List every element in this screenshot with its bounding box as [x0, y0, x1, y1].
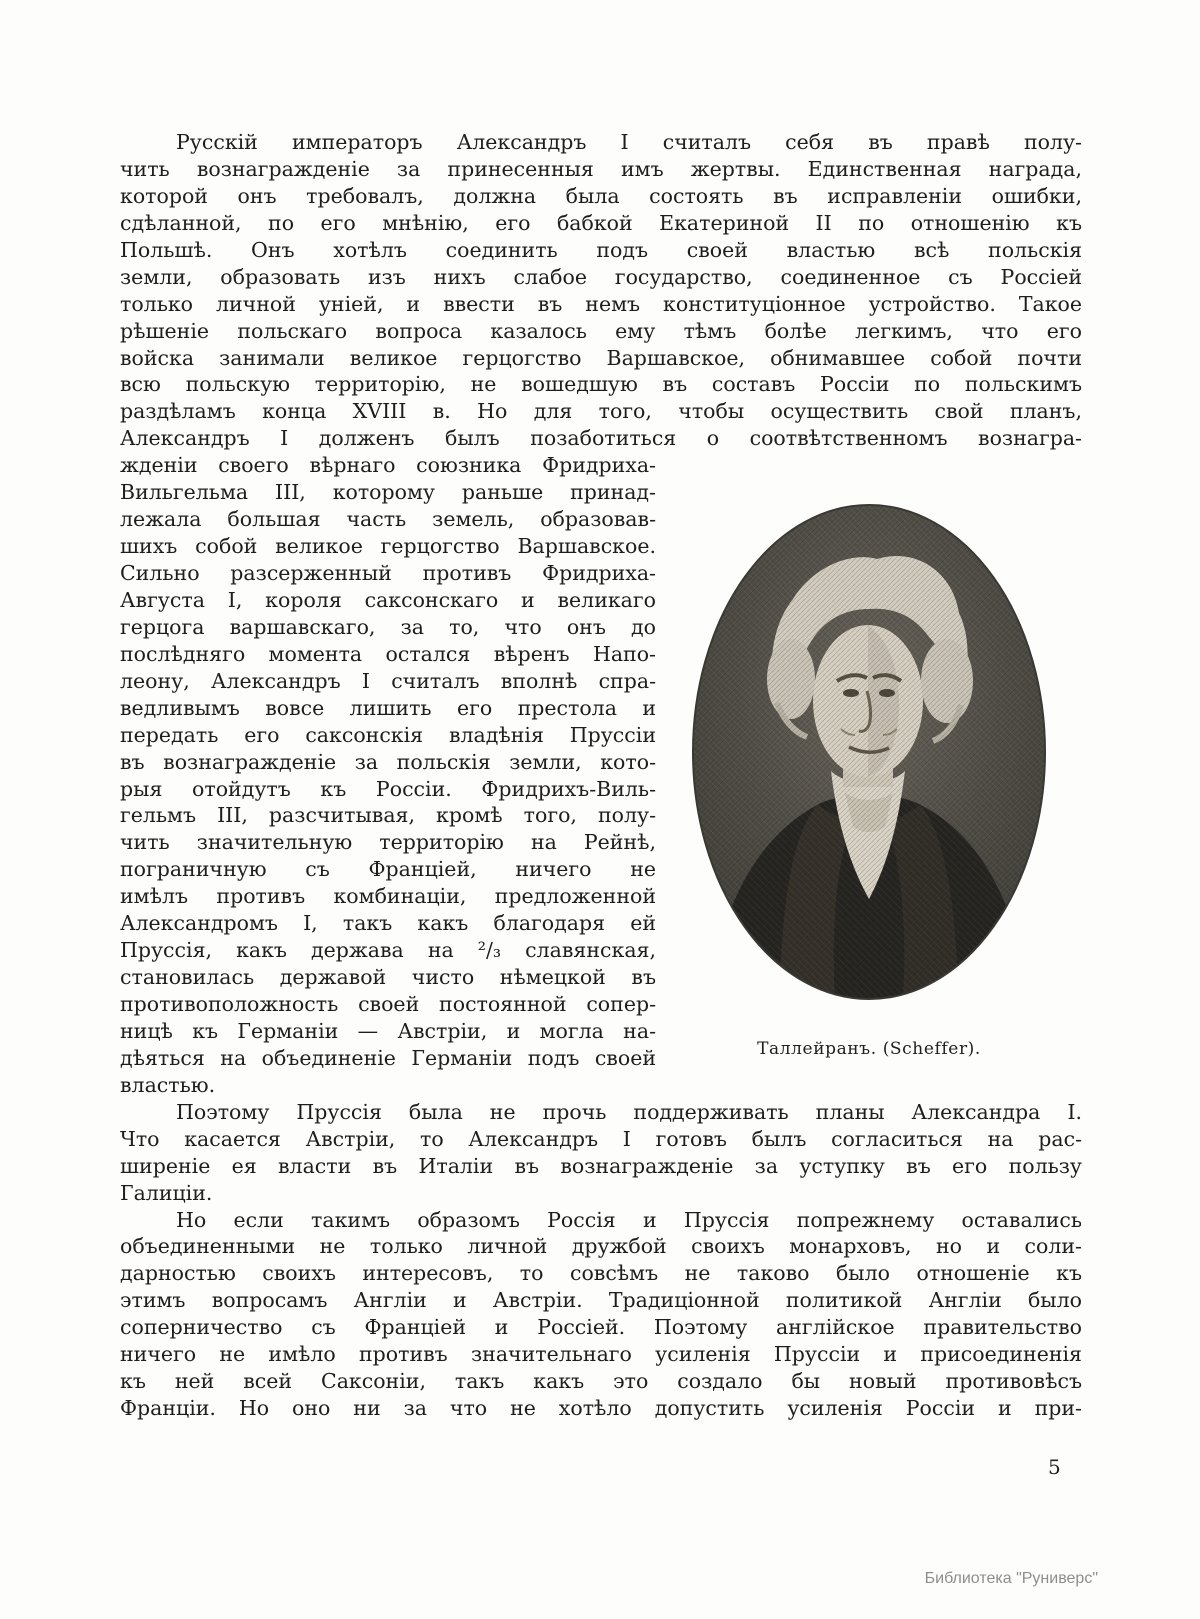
- text-line: послѣдняго момента остался вѣренъ Напо-: [120, 641, 656, 666]
- text-line: дѣяться на объединеніе Германіи подъ своей: [120, 1045, 656, 1070]
- text-line: леону, Александръ I считалъ вполнѣ спра-: [120, 668, 656, 693]
- text-line: къ ней всей Саксоніи, такъ какъ это создало бы новый противовѣсъ: [120, 1369, 1082, 1394]
- text-with-figure-section: [120, 452, 1082, 1099]
- text-line: противоположность своей постоянной сопер-: [120, 992, 656, 1016]
- text-line: земли, образовать изъ нихъ слабое государство, соединенное съ Россіей: [120, 264, 1082, 289]
- portrait-image: [691, 503, 1047, 1001]
- text-line: гельмъ III, разсчитывая, кромѣ того, полу-: [120, 803, 656, 828]
- text-line: Поэтому Пруссія была не прочь поддерживать планы Александра I.: [176, 1099, 1082, 1124]
- text-line: рѣшеніе польскаго вопроса казалось ему тѣмъ болѣе легкимъ, что его: [120, 318, 1082, 343]
- text-line: Пруссія, какъ держава на ²/₃ славянская,: [120, 938, 656, 963]
- text-line: рыя отойдутъ къ Россіи. Фридрихъ-Виль-: [120, 776, 656, 801]
- text-line: становилась державой чисто нѣмецкой въ: [120, 965, 656, 990]
- text-line: соперничество съ Франціей и Россіей. Поэтому англійское правительство: [120, 1315, 1082, 1340]
- text-line: въ вознагражденіе за польскія земли, кото-: [120, 749, 656, 774]
- text-line: только личной уніей, и ввести въ немъ конституціонное устройство. Такое: [120, 291, 1082, 316]
- text-line: властью.: [120, 1072, 216, 1097]
- text-line: ничего не имѣло противъ значительнаго усиленія Пруссіи и присоединенія: [120, 1342, 1082, 1367]
- page-number: 5: [1048, 1455, 1061, 1479]
- text-line: Галиціи.: [120, 1180, 213, 1205]
- text-line: Но если такимъ образомъ Россія и Пруссія попрежнему оставались: [176, 1207, 1082, 1232]
- text-line: дарностью своихъ интересовъ, то совсѣмъ не таково было отношеніе къ: [120, 1261, 1082, 1286]
- wrapped-text-column: [120, 452, 656, 1099]
- text-line: пограничную съ Франціей, ничего не: [120, 857, 656, 882]
- text-line: жденіи своего вѣрнаго союзника Фридриха-: [120, 453, 656, 478]
- text-line: войска занимали великое герцогство Варшавское, обнимавшее собой почти: [120, 345, 1082, 370]
- text-line: чить значительную территорію на Рейнѣ,: [120, 830, 656, 855]
- text-line: объединенными не только личной дружбой своихъ монарховъ, но и соли-: [120, 1234, 1082, 1259]
- portrait-image-wrap: [691, 503, 1047, 1005]
- text-line: раздѣламъ конца XVIII в. Но для того, чтобы осуществить свой планъ,: [120, 399, 1082, 424]
- text-line: которой онъ требовалъ, должна была состоять въ исправленіи ошибки,: [120, 183, 1082, 208]
- text-line: сдѣланной, по его мнѣнію, его бабкой Екатериной II по отношенію къ: [120, 210, 1082, 235]
- text-line: Польшѣ. Онъ хотѣлъ соединить подъ своей властью всѣ польскія: [120, 237, 1082, 262]
- paragraph-1: [120, 129, 1082, 452]
- text-line: Александръ I долженъ былъ позаботиться о соотвѣтственномъ вознагра-: [120, 426, 1082, 451]
- text-line: Вильгельма III, которому раньше принад-: [120, 480, 656, 505]
- text-line: шихъ собой великое герцогство Варшавское.: [120, 534, 656, 559]
- paragraph-2: [120, 1099, 1082, 1207]
- text-line: Русскій императоръ Александръ I считалъ себя въ правѣ полу-: [176, 130, 1082, 154]
- text-line: чить вознагражденіе за принесенныя имъ жертвы. Единственная награда,: [120, 156, 1082, 181]
- text-line: Августа I, короля саксонскаго и великаго: [120, 587, 656, 612]
- portrait-caption: Таллейранъ. (Scheffer).: [757, 1039, 981, 1060]
- text-line: ведливымъ вовсе лишить его престола и: [120, 695, 656, 720]
- portrait-figure: [656, 452, 1082, 1059]
- text-line: Франціи. Но оно ни за что не хотѣло допустить усиленія Россіи и при-: [120, 1396, 1082, 1421]
- text-line: ширеніе ея власти въ Италіи въ вознагражденіе за уступку въ его пользу: [120, 1153, 1082, 1178]
- text-line: Александромъ I, такъ какъ благодаря ей: [120, 911, 656, 936]
- text-line: Что касается Австріи, то Александръ I готовъ былъ согласиться на рас-: [120, 1126, 1082, 1151]
- library-watermark: Библиотека "Руниверс": [924, 1570, 1098, 1587]
- text-line: ницѣ къ Германіи — Австріи, и могла на-: [120, 1018, 656, 1043]
- text-line: Сильно разсерженный противъ Фридриха-: [120, 561, 656, 585]
- text-line: лежала большая часть земель, образовав-: [120, 507, 656, 532]
- text-line: всю польскую территорію, не вошедшую въ составъ Россіи по польскимъ: [120, 372, 1082, 397]
- text-line: герцога варшавскаго, за то, что онъ до: [120, 614, 656, 639]
- text-line: имѣлъ противъ комбинаціи, предложенной: [120, 884, 656, 909]
- text-line: этимъ вопросамъ Англіи и Австріи. Традиціонной политикой Англіи было: [120, 1288, 1082, 1313]
- text-line: передать его саксонскія владѣнія Пруссіи: [120, 722, 656, 747]
- text-content: [120, 129, 1082, 1422]
- paragraph-3: [120, 1207, 1082, 1423]
